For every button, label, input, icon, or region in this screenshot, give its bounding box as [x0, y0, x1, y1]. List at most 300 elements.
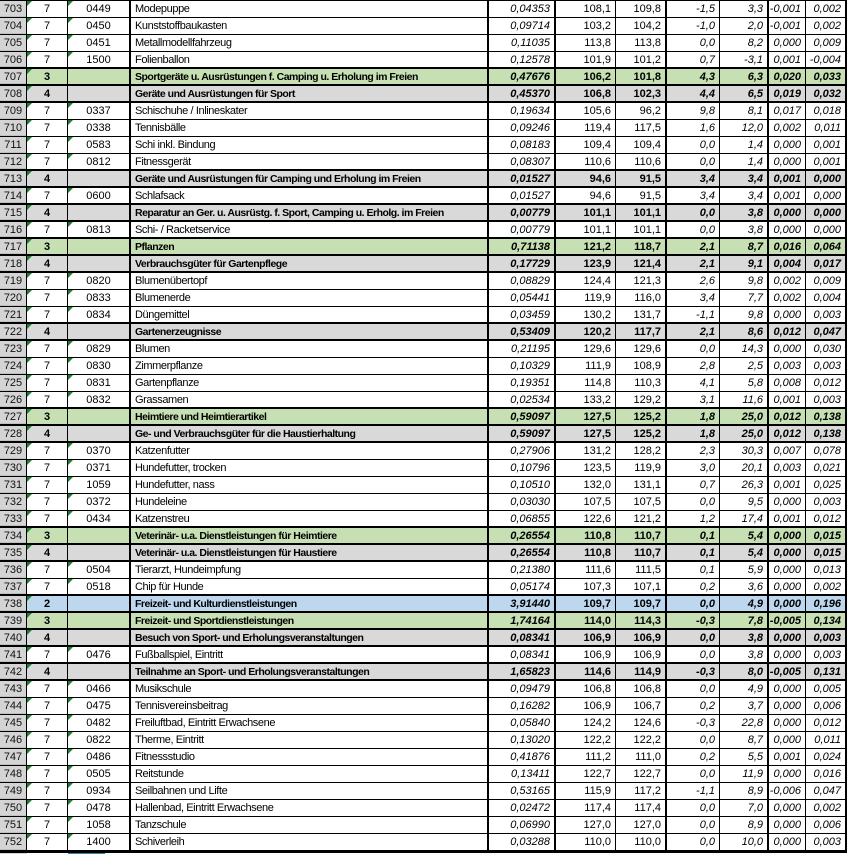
monthly-contribution-cell[interactable]: 0,000	[769, 817, 806, 833]
yearly-contribution-cell[interactable]: 0,006	[806, 817, 847, 833]
yearly-change-cell[interactable]: 5,4	[720, 545, 769, 560]
row-header-cell[interactable]: 713	[0, 171, 27, 186]
monthly-change-cell[interactable]: 0,1	[667, 545, 720, 560]
monthly-contribution-cell[interactable]: 0,000	[769, 630, 806, 645]
monthly-change-cell[interactable]: 0,2	[667, 749, 720, 765]
index-current-cell[interactable]: 133,2	[556, 392, 616, 407]
yearly-contribution-cell[interactable]: 0,003	[806, 834, 847, 850]
code-cell[interactable]	[68, 715, 131, 731]
name-cell[interactable]: Folienballon	[131, 52, 489, 67]
index-current-cell[interactable]: 123,9	[556, 256, 616, 271]
code-cell[interactable]	[68, 154, 131, 169]
index-previous-cell[interactable]: 110,3	[616, 375, 667, 391]
weight-cell[interactable]: 0,53165	[489, 783, 556, 799]
name-cell[interactable]: Tennisbälle	[131, 120, 489, 136]
monthly-change-cell[interactable]: 3,1	[667, 392, 720, 407]
code-cell[interactable]	[68, 681, 131, 697]
monthly-contribution-cell[interactable]: 0,000	[769, 307, 806, 322]
monthly-change-cell[interactable]: 0,0	[667, 154, 720, 169]
code-cell[interactable]	[68, 35, 131, 51]
index-previous-cell[interactable]: 124,6	[616, 715, 667, 731]
index-previous-cell[interactable]: 111,0	[616, 749, 667, 765]
yearly-change-cell[interactable]: 3,8	[720, 630, 769, 645]
name-cell[interactable]: Fußballspiel, Eintritt	[131, 647, 489, 662]
name-cell[interactable]: Tierarzt, Hundeimpfung	[131, 562, 489, 578]
level-cell[interactable]	[27, 800, 68, 816]
monthly-contribution-cell[interactable]: 0,004	[769, 256, 806, 271]
yearly-change-cell[interactable]: 7,7	[720, 290, 769, 306]
weight-cell[interactable]: 0,08341	[489, 630, 556, 645]
name-cell[interactable]: Blumen	[131, 341, 489, 357]
row-header-cell[interactable]: 749	[0, 783, 27, 799]
monthly-change-cell[interactable]: 9,8	[667, 103, 720, 119]
code-cell[interactable]	[68, 69, 131, 84]
index-previous-cell[interactable]: 91,5	[616, 188, 667, 203]
row-header-cell[interactable]: 716	[0, 222, 27, 237]
monthly-change-cell[interactable]: 0,1	[667, 528, 720, 543]
name-cell[interactable]: Pflanzen	[131, 239, 489, 254]
monthly-change-cell[interactable]: 3,4	[667, 171, 720, 186]
index-previous-cell[interactable]: 118,7	[616, 239, 667, 254]
yearly-contribution-cell[interactable]: 0,004	[806, 290, 847, 306]
monthly-contribution-cell[interactable]: 0,000	[769, 222, 806, 237]
monthly-contribution-cell[interactable]: 0,000	[769, 647, 806, 662]
level-cell[interactable]	[27, 205, 68, 220]
code-cell[interactable]	[68, 800, 131, 816]
yearly-contribution-cell[interactable]: 0,012	[806, 375, 847, 391]
name-cell[interactable]: Chip für Hunde	[131, 579, 489, 594]
index-previous-cell[interactable]: 107,5	[616, 494, 667, 510]
weight-cell[interactable]: 0,08183	[489, 137, 556, 153]
row-header-cell[interactable]: 720	[0, 290, 27, 306]
yearly-contribution-cell[interactable]: 0,047	[806, 324, 847, 339]
monthly-contribution-cell[interactable]: 0,001	[769, 52, 806, 67]
yearly-change-cell[interactable]: 8,9	[720, 783, 769, 799]
index-current-cell[interactable]: 106,2	[556, 69, 616, 84]
row-header-cell[interactable]: 748	[0, 766, 27, 782]
name-cell[interactable]: Schi inkl. Bindung	[131, 137, 489, 153]
level-cell[interactable]	[27, 630, 68, 645]
level-cell[interactable]	[27, 392, 68, 407]
weight-cell[interactable]: 0,21195	[489, 341, 556, 357]
yearly-change-cell[interactable]: 6,5	[720, 86, 769, 101]
row-header-cell[interactable]: 746	[0, 732, 27, 748]
row-header-cell[interactable]: 730	[0, 460, 27, 476]
yearly-contribution-cell[interactable]: 0,018	[806, 103, 847, 119]
level-cell[interactable]	[27, 460, 68, 476]
weight-cell[interactable]: 0,01527	[489, 188, 556, 203]
level-cell[interactable]	[27, 766, 68, 782]
index-previous-cell[interactable]: 131,1	[616, 477, 667, 493]
weight-cell[interactable]: 0,03288	[489, 834, 556, 850]
level-cell[interactable]	[27, 52, 68, 67]
weight-cell[interactable]: 0,06855	[489, 511, 556, 526]
name-cell[interactable]: Kunststoffbaukasten	[131, 18, 489, 34]
monthly-change-cell[interactable]: 0,0	[667, 341, 720, 357]
monthly-change-cell[interactable]: -1,5	[667, 1, 720, 17]
yearly-contribution-cell[interactable]: 0,005	[806, 681, 847, 697]
weight-cell[interactable]: 0,00779	[489, 222, 556, 237]
monthly-change-cell[interactable]: -1,1	[667, 307, 720, 322]
code-cell[interactable]	[68, 426, 131, 441]
index-previous-cell[interactable]: 110,6	[616, 154, 667, 169]
code-cell[interactable]	[68, 783, 131, 799]
index-current-cell[interactable]: 107,5	[556, 494, 616, 510]
monthly-contribution-cell[interactable]: 0,001	[769, 477, 806, 493]
code-cell[interactable]	[68, 664, 131, 679]
code-cell[interactable]	[68, 375, 131, 391]
monthly-contribution-cell[interactable]: 0,020	[769, 69, 806, 84]
index-previous-cell[interactable]: 121,2	[616, 511, 667, 526]
name-cell[interactable]: Reitstunde	[131, 766, 489, 782]
level-cell[interactable]	[27, 86, 68, 101]
name-cell[interactable]: Hundeleine	[131, 494, 489, 510]
monthly-contribution-cell[interactable]: 0,000	[769, 545, 806, 560]
yearly-change-cell[interactable]: 5,9	[720, 562, 769, 578]
weight-cell[interactable]: 0,02472	[489, 800, 556, 816]
weight-cell[interactable]: 0,19634	[489, 103, 556, 119]
level-cell[interactable]	[27, 375, 68, 391]
row-header-cell[interactable]: 751	[0, 817, 27, 833]
index-current-cell[interactable]: 124,4	[556, 273, 616, 289]
index-previous-cell[interactable]: 129,6	[616, 341, 667, 357]
row-header-cell[interactable]: 734	[0, 528, 27, 543]
yearly-contribution-cell[interactable]: 0,024	[806, 749, 847, 765]
row-header-cell[interactable]: 738	[0, 596, 27, 611]
row-header-cell[interactable]: 723	[0, 341, 27, 357]
code-cell[interactable]	[68, 545, 131, 560]
level-cell[interactable]	[27, 681, 68, 697]
weight-cell[interactable]: 0,00779	[489, 205, 556, 220]
monthly-contribution-cell[interactable]: 0,000	[769, 766, 806, 782]
code-cell[interactable]	[68, 290, 131, 306]
index-current-cell[interactable]: 94,6	[556, 171, 616, 186]
row-header-cell[interactable]: 705	[0, 35, 27, 51]
row-header-cell[interactable]: 707	[0, 69, 27, 84]
level-cell[interactable]	[27, 664, 68, 679]
index-current-cell[interactable]: 129,6	[556, 341, 616, 357]
monthly-contribution-cell[interactable]: 0,012	[769, 426, 806, 441]
monthly-contribution-cell[interactable]: 0,012	[769, 409, 806, 424]
monthly-change-cell[interactable]: 0,2	[667, 698, 720, 714]
row-header-cell[interactable]: 711	[0, 137, 27, 153]
index-current-cell[interactable]: 124,2	[556, 715, 616, 731]
name-cell[interactable]: Veterinär- u.a. Dienstleistungen für Heimtiere	[131, 528, 489, 543]
monthly-contribution-cell[interactable]: -0,005	[769, 664, 806, 679]
yearly-change-cell[interactable]: 7,8	[720, 613, 769, 628]
yearly-contribution-cell[interactable]: 0,009	[806, 273, 847, 289]
level-cell[interactable]	[27, 443, 68, 459]
level-cell[interactable]	[27, 834, 68, 850]
yearly-contribution-cell[interactable]: 0,012	[806, 511, 847, 526]
index-current-cell[interactable]: 106,8	[556, 681, 616, 697]
yearly-contribution-cell[interactable]: 0,003	[806, 358, 847, 374]
name-cell[interactable]: Seilbahnen und Lifte	[131, 783, 489, 799]
name-cell[interactable]: Heimtiere und Heimtierartikel	[131, 409, 489, 424]
row-header-cell[interactable]: 745	[0, 715, 27, 731]
index-previous-cell[interactable]: 109,7	[616, 596, 667, 611]
level-cell[interactable]	[27, 596, 68, 611]
yearly-contribution-cell[interactable]: 0,001	[806, 137, 847, 153]
row-header-cell[interactable]: 710	[0, 120, 27, 136]
index-current-cell[interactable]: 94,6	[556, 188, 616, 203]
weight-cell[interactable]: 0,08307	[489, 154, 556, 169]
code-cell[interactable]	[68, 630, 131, 645]
index-previous-cell[interactable]: 114,9	[616, 664, 667, 679]
code-cell[interactable]	[68, 205, 131, 220]
monthly-change-cell[interactable]: 2,6	[667, 273, 720, 289]
yearly-contribution-cell[interactable]: 0,003	[806, 392, 847, 407]
index-current-cell[interactable]: 110,8	[556, 545, 616, 560]
index-current-cell[interactable]: 119,9	[556, 290, 616, 306]
weight-cell[interactable]: 0,13411	[489, 766, 556, 782]
weight-cell[interactable]: 0,11035	[489, 35, 556, 51]
name-cell[interactable]: Gartenerzeugnisse	[131, 324, 489, 339]
name-cell[interactable]: Freizeit- und Kulturdienstleistungen	[131, 596, 489, 611]
name-cell[interactable]: Fitnessstudio	[131, 749, 489, 765]
name-cell[interactable]: Reparatur an Ger. u. Ausrüstg. f. Sport, Camping u. Erholg. im Freien	[131, 205, 489, 220]
yearly-contribution-cell[interactable]: 0,000	[806, 188, 847, 203]
row-header-cell[interactable]: 727	[0, 409, 27, 424]
index-current-cell[interactable]: 114,6	[556, 664, 616, 679]
row-header-cell[interactable]: 726	[0, 392, 27, 407]
name-cell[interactable]: Katzenfutter	[131, 443, 489, 459]
yearly-change-cell[interactable]: 3,3	[720, 1, 769, 17]
yearly-contribution-cell[interactable]: 0,064	[806, 239, 847, 254]
yearly-contribution-cell[interactable]: 0,047	[806, 783, 847, 799]
index-current-cell[interactable]: 119,4	[556, 120, 616, 136]
name-cell[interactable]: Fitnessgerät	[131, 154, 489, 169]
yearly-change-cell[interactable]: 6,3	[720, 69, 769, 84]
row-header-cell[interactable]: 715	[0, 205, 27, 220]
yearly-contribution-cell[interactable]: 0,016	[806, 766, 847, 782]
index-previous-cell[interactable]: 116,0	[616, 290, 667, 306]
monthly-change-cell[interactable]: 3,0	[667, 460, 720, 476]
level-cell[interactable]	[27, 562, 68, 578]
weight-cell[interactable]: 1,74164	[489, 613, 556, 628]
index-current-cell[interactable]: 103,2	[556, 18, 616, 34]
index-previous-cell[interactable]: 114,3	[616, 613, 667, 628]
monthly-change-cell[interactable]: 0,0	[667, 681, 720, 697]
monthly-change-cell[interactable]: 0,0	[667, 205, 720, 220]
level-cell[interactable]	[27, 358, 68, 374]
name-cell[interactable]: Schiverleih	[131, 834, 489, 850]
row-header-cell[interactable]: 717	[0, 239, 27, 254]
weight-cell[interactable]: 0,59097	[489, 426, 556, 441]
weight-cell[interactable]: 1,65823	[489, 664, 556, 679]
index-current-cell[interactable]: 117,4	[556, 800, 616, 816]
monthly-contribution-cell[interactable]: 0,002	[769, 290, 806, 306]
code-cell[interactable]	[68, 392, 131, 407]
index-current-cell[interactable]: 110,6	[556, 154, 616, 169]
weight-cell[interactable]: 0,41876	[489, 749, 556, 765]
name-cell[interactable]: Schischuhe / Inlineskater	[131, 103, 489, 119]
level-cell[interactable]	[27, 137, 68, 153]
index-previous-cell[interactable]: 96,2	[616, 103, 667, 119]
monthly-contribution-cell[interactable]: 0,000	[769, 341, 806, 357]
monthly-contribution-cell[interactable]: 0,002	[769, 273, 806, 289]
row-header-cell[interactable]: 747	[0, 749, 27, 765]
name-cell[interactable]: Blumenübertopf	[131, 273, 489, 289]
name-cell[interactable]: Katzenstreu	[131, 511, 489, 526]
yearly-change-cell[interactable]: 30,3	[720, 443, 769, 459]
code-cell[interactable]	[68, 647, 131, 662]
monthly-contribution-cell[interactable]: 0,000	[769, 732, 806, 748]
row-header-cell[interactable]: 722	[0, 324, 27, 339]
index-previous-cell[interactable]: 91,5	[616, 171, 667, 186]
level-cell[interactable]	[27, 698, 68, 714]
yearly-change-cell[interactable]: 9,1	[720, 256, 769, 271]
row-header-cell[interactable]: 714	[0, 188, 27, 203]
code-cell[interactable]	[68, 86, 131, 101]
index-current-cell[interactable]: 111,9	[556, 358, 616, 374]
index-previous-cell[interactable]: 127,0	[616, 817, 667, 833]
weight-cell[interactable]: 0,06990	[489, 817, 556, 833]
code-cell[interactable]	[68, 307, 131, 322]
monthly-change-cell[interactable]: -0,3	[667, 664, 720, 679]
yearly-contribution-cell[interactable]: 0,033	[806, 69, 847, 84]
weight-cell[interactable]: 0,09714	[489, 18, 556, 34]
monthly-contribution-cell[interactable]: 0,000	[769, 154, 806, 169]
weight-cell[interactable]: 0,26554	[489, 545, 556, 560]
monthly-contribution-cell[interactable]: 0,001	[769, 749, 806, 765]
code-cell[interactable]	[68, 18, 131, 34]
monthly-contribution-cell[interactable]: 0,000	[769, 205, 806, 220]
level-cell[interactable]	[27, 18, 68, 34]
code-cell[interactable]	[68, 698, 131, 714]
index-current-cell[interactable]: 110,0	[556, 834, 616, 850]
index-previous-cell[interactable]: 109,4	[616, 137, 667, 153]
monthly-contribution-cell[interactable]: 0,016	[769, 239, 806, 254]
index-previous-cell[interactable]: 101,8	[616, 69, 667, 84]
monthly-change-cell[interactable]: 1,8	[667, 426, 720, 441]
level-cell[interactable]	[27, 783, 68, 799]
yearly-change-cell[interactable]: 9,5	[720, 494, 769, 510]
index-current-cell[interactable]: 110,8	[556, 528, 616, 543]
weight-cell[interactable]: 0,10510	[489, 477, 556, 493]
index-previous-cell[interactable]: 110,0	[616, 834, 667, 850]
yearly-contribution-cell[interactable]: 0,021	[806, 460, 847, 476]
code-cell[interactable]	[68, 222, 131, 237]
monthly-contribution-cell[interactable]: 0,000	[769, 494, 806, 510]
monthly-contribution-cell[interactable]: 0,000	[769, 698, 806, 714]
index-current-cell[interactable]: 115,9	[556, 783, 616, 799]
monthly-change-cell[interactable]: 4,3	[667, 69, 720, 84]
weight-cell[interactable]: 0,21380	[489, 562, 556, 578]
yearly-contribution-cell[interactable]: 0,009	[806, 35, 847, 51]
monthly-contribution-cell[interactable]: 0,000	[769, 137, 806, 153]
yearly-contribution-cell[interactable]: 0,003	[806, 630, 847, 645]
monthly-change-cell[interactable]: 3,4	[667, 290, 720, 306]
level-cell[interactable]	[27, 477, 68, 493]
monthly-contribution-cell[interactable]: -0,001	[769, 18, 806, 34]
monthly-change-cell[interactable]: 0,1	[667, 562, 720, 578]
yearly-change-cell[interactable]: 8,9	[720, 817, 769, 833]
code-cell[interactable]	[68, 171, 131, 186]
yearly-change-cell[interactable]: -3,1	[720, 52, 769, 67]
yearly-change-cell[interactable]: 12,0	[720, 120, 769, 136]
yearly-contribution-cell[interactable]: 0,002	[806, 579, 847, 594]
yearly-change-cell[interactable]: 7,0	[720, 800, 769, 816]
level-cell[interactable]	[27, 103, 68, 119]
level-cell[interactable]	[27, 171, 68, 186]
code-cell[interactable]	[68, 52, 131, 67]
monthly-change-cell[interactable]: -0,3	[667, 613, 720, 628]
index-previous-cell[interactable]: 117,7	[616, 324, 667, 339]
monthly-contribution-cell[interactable]: 0,003	[769, 460, 806, 476]
name-cell[interactable]: Zimmerpflanze	[131, 358, 489, 374]
yearly-contribution-cell[interactable]: 0,003	[806, 494, 847, 510]
weight-cell[interactable]: 0,71138	[489, 239, 556, 254]
weight-cell[interactable]: 0,10329	[489, 358, 556, 374]
yearly-change-cell[interactable]: 9,8	[720, 273, 769, 289]
row-header-cell[interactable]: 732	[0, 494, 27, 510]
row-header-cell[interactable]: 752	[0, 834, 27, 850]
monthly-contribution-cell[interactable]: 0,000	[769, 834, 806, 850]
yearly-contribution-cell[interactable]: 0,000	[806, 205, 847, 220]
index-previous-cell[interactable]: 122,2	[616, 732, 667, 748]
index-current-cell[interactable]: 114,0	[556, 613, 616, 628]
yearly-change-cell[interactable]: 5,5	[720, 749, 769, 765]
yearly-contribution-cell[interactable]: 0,001	[806, 154, 847, 169]
weight-cell[interactable]: 0,03459	[489, 307, 556, 322]
code-cell[interactable]	[68, 477, 131, 493]
weight-cell[interactable]: 0,59097	[489, 409, 556, 424]
row-header-cell[interactable]: 708	[0, 86, 27, 101]
name-cell[interactable]: Verbrauchsgüter für Gartenpflege	[131, 256, 489, 271]
level-cell[interactable]	[27, 749, 68, 765]
index-current-cell[interactable]: 105,6	[556, 103, 616, 119]
monthly-contribution-cell[interactable]: 0,000	[769, 715, 806, 731]
yearly-contribution-cell[interactable]: 0,000	[806, 222, 847, 237]
yearly-change-cell[interactable]: 8,7	[720, 732, 769, 748]
index-previous-cell[interactable]: 102,3	[616, 86, 667, 101]
code-cell[interactable]	[68, 511, 131, 526]
code-cell[interactable]	[68, 1, 131, 17]
name-cell[interactable]: Schlafsack	[131, 188, 489, 203]
yearly-change-cell[interactable]: 9,8	[720, 307, 769, 322]
level-cell[interactable]	[27, 256, 68, 271]
monthly-change-cell[interactable]: 0,2	[667, 579, 720, 594]
yearly-change-cell[interactable]: 25,0	[720, 409, 769, 424]
monthly-contribution-cell[interactable]: 0,017	[769, 103, 806, 119]
weight-cell[interactable]: 0,05174	[489, 579, 556, 594]
monthly-contribution-cell[interactable]: 0,000	[769, 800, 806, 816]
level-cell[interactable]	[27, 239, 68, 254]
index-previous-cell[interactable]: 101,1	[616, 222, 667, 237]
row-header-cell[interactable]: 736	[0, 562, 27, 578]
name-cell[interactable]: Tanzschule	[131, 817, 489, 833]
index-current-cell[interactable]: 113,8	[556, 35, 616, 51]
name-cell[interactable]: Tennisvereinsbeitrag	[131, 698, 489, 714]
yearly-contribution-cell[interactable]: 0,003	[806, 307, 847, 322]
monthly-change-cell[interactable]: 0,0	[667, 834, 720, 850]
yearly-change-cell[interactable]: 5,8	[720, 375, 769, 391]
monthly-change-cell[interactable]: 2,1	[667, 324, 720, 339]
level-cell[interactable]	[27, 341, 68, 357]
row-header-cell[interactable]: 733	[0, 511, 27, 526]
code-cell[interactable]	[68, 528, 131, 543]
monthly-contribution-cell[interactable]: -0,006	[769, 783, 806, 799]
name-cell[interactable]: Musikschule	[131, 681, 489, 697]
row-header-cell[interactable]: 743	[0, 681, 27, 697]
row-header-cell[interactable]: 704	[0, 18, 27, 34]
index-previous-cell[interactable]: 111,5	[616, 562, 667, 578]
yearly-change-cell[interactable]: 4,9	[720, 596, 769, 611]
yearly-change-cell[interactable]: 3,6	[720, 579, 769, 594]
weight-cell[interactable]: 0,04353	[489, 1, 556, 17]
level-cell[interactable]	[27, 273, 68, 289]
